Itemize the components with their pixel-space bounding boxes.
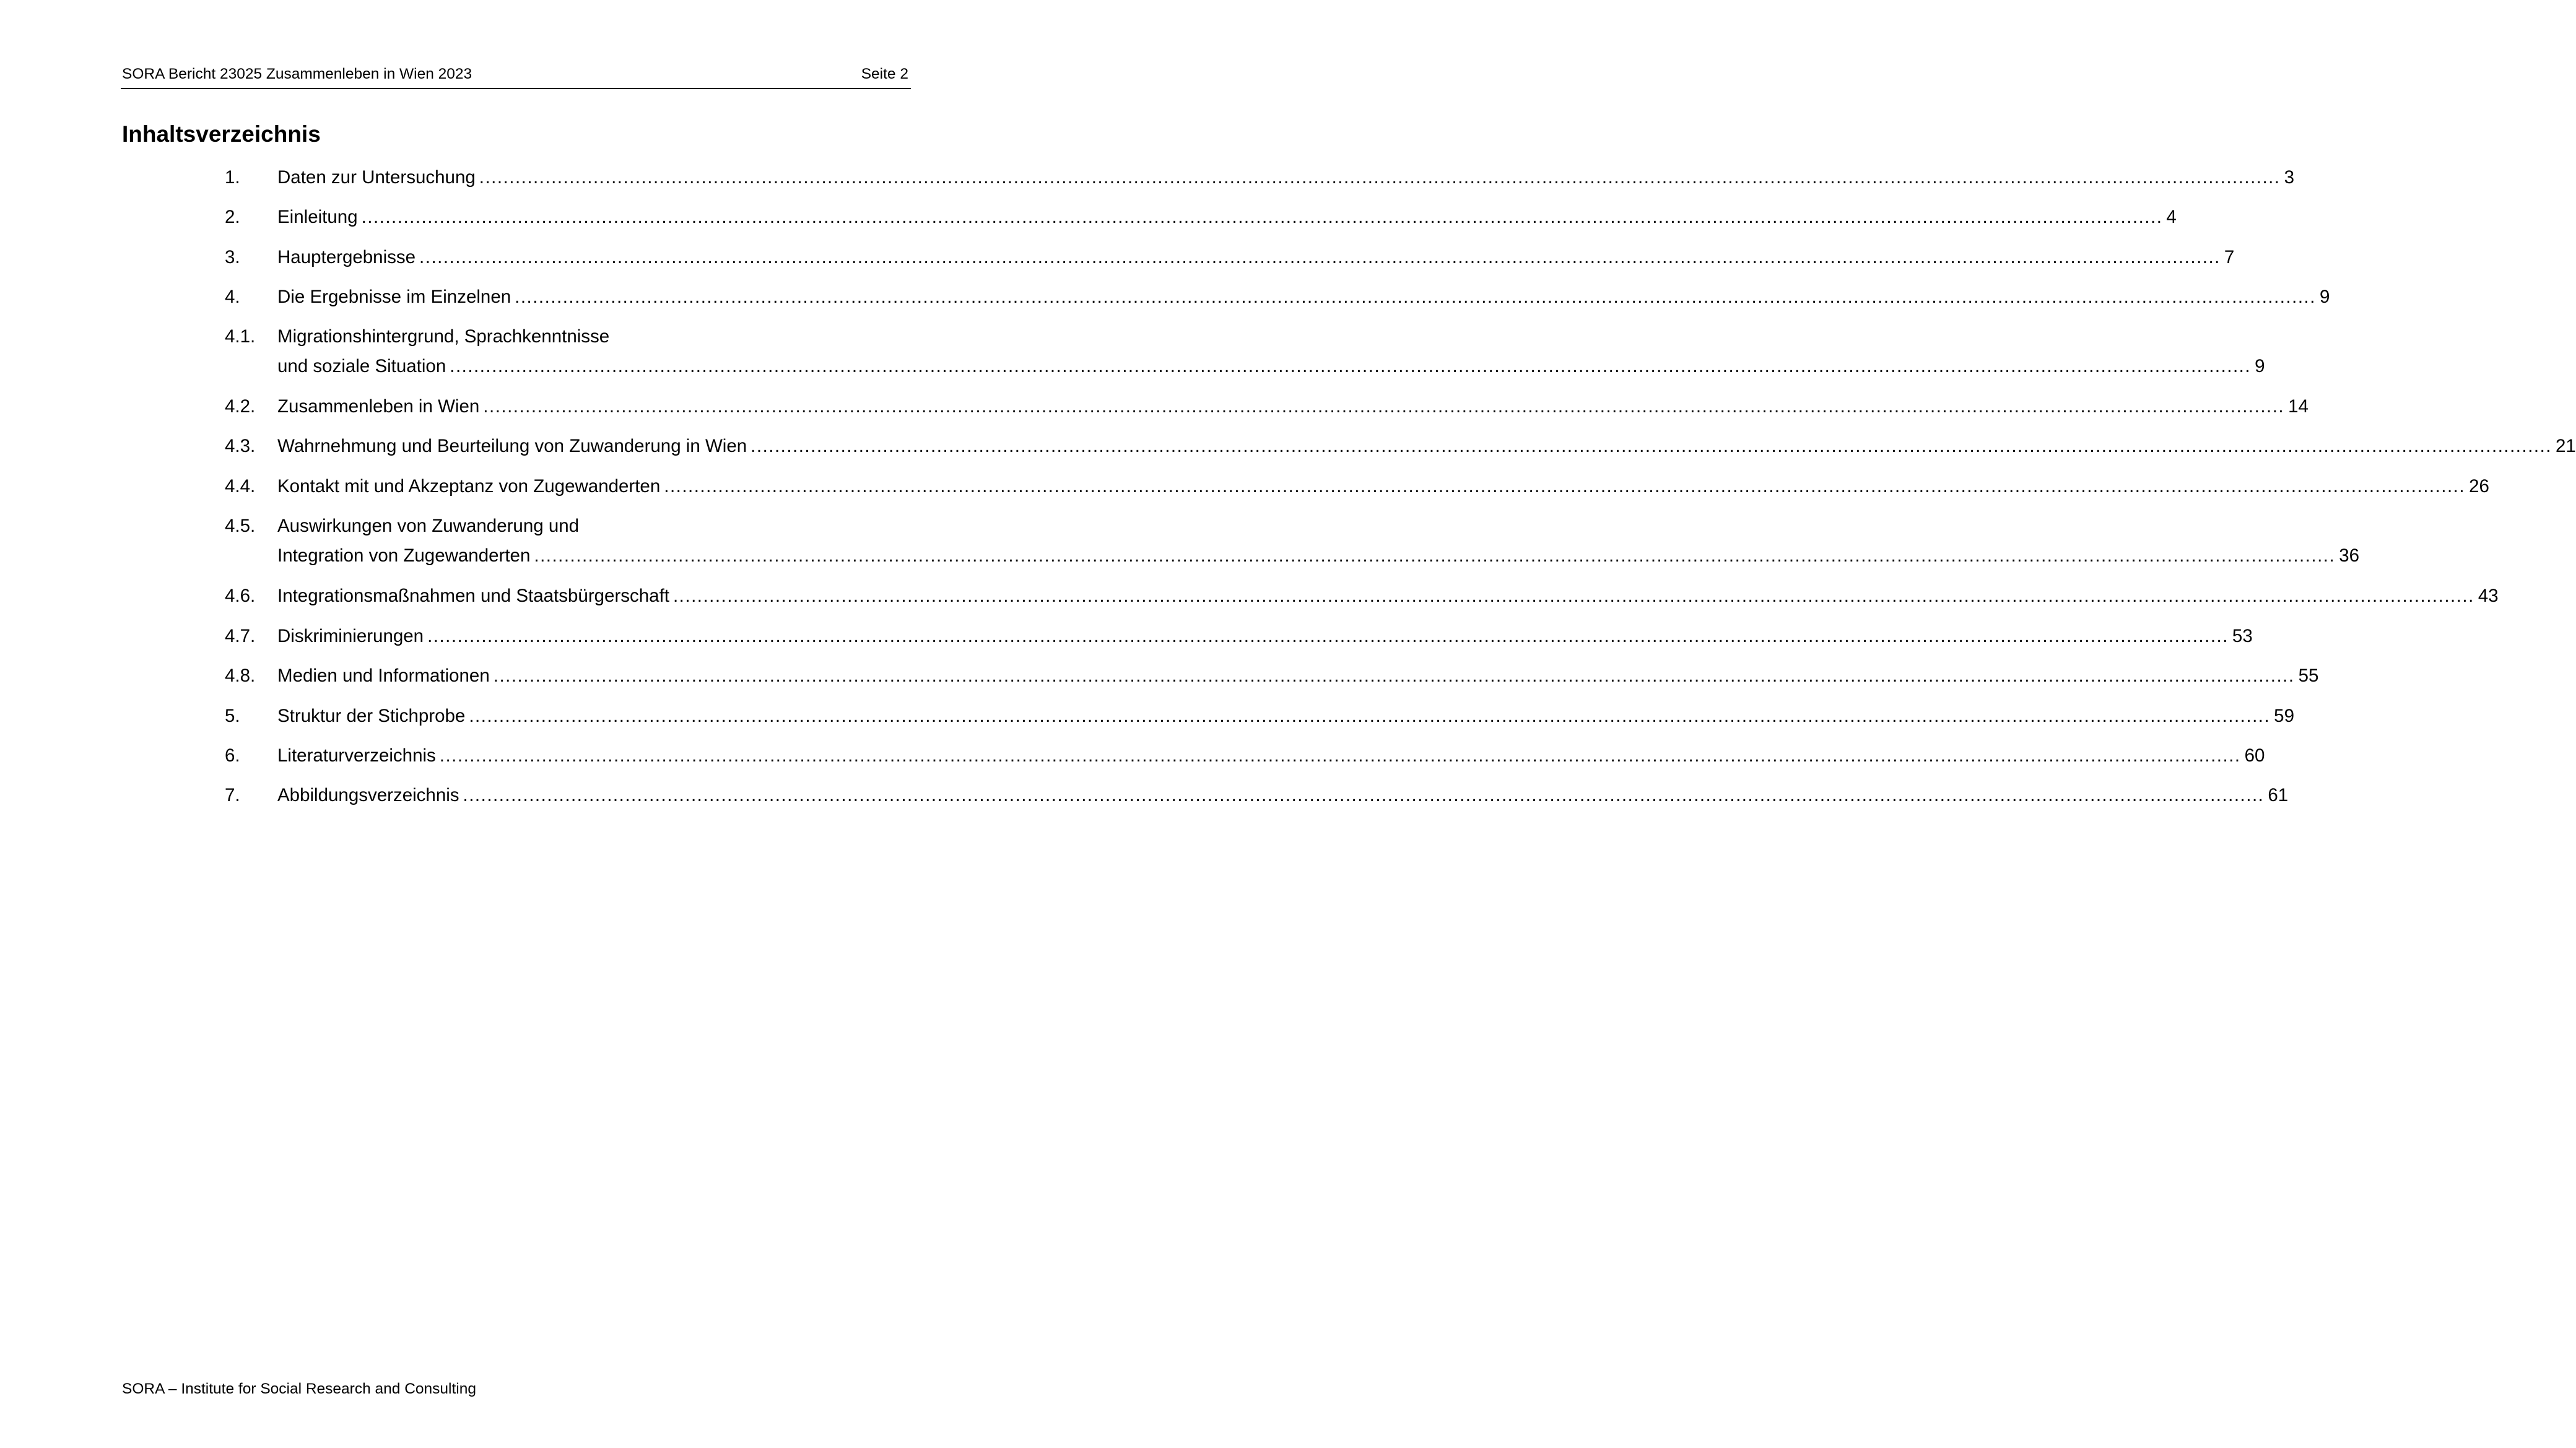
toc-entry[interactable]	[225, 326, 2265, 381]
dot-leader: ............................................................................................................................................................................................................................................................................................................	[450, 356, 2252, 376]
toc-entry-title: Daten zur Untersuchung	[277, 167, 476, 188]
dot-leader: ............................................................................................................................................................................................................................................................................................................	[439, 745, 2241, 766]
toc-entry[interactable]	[225, 586, 2499, 610]
toc-entry-title: Hauptergebnisse	[277, 247, 416, 267]
toc-entry-title: Medien und Informationen	[277, 665, 490, 686]
toc-entry-page: 53	[2232, 626, 2253, 646]
toc-entry-title: Kontakt mit und Akzeptanz von Zugewanderten	[277, 476, 661, 496]
toc-entry[interactable]	[225, 516, 2360, 570]
toc-entry-number: 4.3.	[225, 436, 256, 456]
toc-entry-page: 3	[2284, 167, 2295, 188]
toc-entry-title: Struktur der Stichprobe	[277, 706, 466, 726]
dot-leader: ............................................................................................................................................................................................................................................................................................................	[493, 665, 2295, 686]
toc-entry-page: 36	[2339, 545, 2360, 566]
toc-entry-page: 14	[2288, 396, 2308, 417]
toc-entry-title: Einleitung	[277, 207, 358, 227]
report-title: SORA Bericht 23025 Zusammenleben in Wien 2023	[122, 66, 472, 82]
toc-entry[interactable]	[225, 436, 2576, 461]
toc-entry-number: 3.	[225, 247, 240, 267]
toc-entry[interactable]	[225, 287, 2330, 311]
toc-entry-title: Die Ergebnisse im Einzelnen	[277, 287, 511, 307]
toc-entry-title-line1: Auswirkungen von Zuwanderung und	[277, 516, 580, 536]
toc-entry-number: 5.	[225, 706, 240, 726]
toc-entry-page: 59	[2274, 706, 2294, 726]
toc-entry-number: 4.4.	[225, 476, 256, 496]
dot-leader: ............................................................................................................................................................................................................................................................................................................	[419, 247, 2221, 267]
dot-leader: ............................................................................................................................................................................................................................................................................................................	[664, 476, 2466, 496]
dot-leader: ............................................................................................................................................................................................................................................................................................................	[479, 167, 2281, 188]
toc-entry-page: 7	[2224, 247, 2235, 267]
toc-entry-title: und soziale Situation	[277, 356, 446, 376]
toc-entry-page: 9	[2319, 287, 2330, 307]
toc-entry[interactable]	[225, 626, 2253, 651]
dot-leader: ............................................................................................................................................................................................................................................................................................................	[515, 287, 2316, 307]
toc-entry-title: Abbildungsverzeichnis	[277, 785, 459, 805]
toc-entry-title-line1: Migrationshintergrund, Sprachkenntnisse	[277, 326, 610, 347]
toc-entry-title: Zusammenleben in Wien	[277, 396, 480, 417]
toc-heading: Inhaltsverzeichnis	[122, 121, 321, 147]
toc-entry-page: 9	[2255, 356, 2265, 376]
toc-entry-number: 4.2.	[225, 396, 256, 417]
toc-entry-title: Diskriminierungen	[277, 626, 424, 646]
toc-entry-page: 21	[2556, 436, 2576, 456]
toc-entry-number: 6.	[225, 745, 240, 766]
toc-entry[interactable]	[225, 247, 2235, 272]
toc-entry-number: 4.5.	[225, 516, 256, 536]
toc-entry-page: 55	[2298, 665, 2319, 686]
toc-entry-number: 4.8.	[225, 665, 256, 686]
toc-entry[interactable]	[225, 207, 2177, 232]
toc-entry[interactable]	[225, 167, 2295, 192]
toc-entry-number: 2.	[225, 207, 240, 227]
toc-entry-title: Wahrnehmung und Beurteilung von Zuwanderung in Wien	[277, 436, 747, 456]
toc-entry-page: 43	[2478, 586, 2499, 606]
toc-entry-page: 26	[2469, 476, 2489, 496]
dot-leader: ............................................................................................................................................................................................................................................................................................................	[534, 545, 2336, 566]
toc-entry-title: Integration von Zugewanderten	[277, 545, 531, 566]
toc-entry-page: 61	[2268, 785, 2289, 805]
dot-leader: ............................................................................................................................................................................................................................................................................................................	[672, 586, 2474, 606]
page-footer: SORA – Institute for Social Research and Consulting	[122, 1381, 476, 1397]
toc-entry[interactable]	[225, 745, 2265, 770]
dot-leader: ............................................................................................................................................................................................................................................................................................................	[469, 706, 2271, 726]
dot-leader: ............................................................................................................................................................................................................................................................................................................	[751, 436, 2552, 456]
toc-entry-number: 1.	[225, 167, 240, 188]
page-header	[121, 63, 911, 89]
toc-entry-number: 4.1.	[225, 326, 256, 347]
toc-entry[interactable]	[225, 476, 2489, 501]
toc-entry-title: Integrationsmaßnahmen und Staatsbürgerschaft	[277, 586, 669, 606]
toc-entry[interactable]	[225, 396, 2308, 421]
page-number: Seite 2	[861, 66, 908, 82]
toc-entry[interactable]	[225, 706, 2294, 731]
dot-leader: ............................................................................................................................................................................................................................................................................................................	[361, 207, 2163, 227]
toc-entry-number: 7.	[225, 785, 240, 805]
toc-entry[interactable]	[225, 785, 2289, 810]
dot-leader: ............................................................................................................................................................................................................................................................................................................	[427, 626, 2229, 646]
toc-entry[interactable]	[225, 665, 2319, 690]
toc-entry-page: 4	[2166, 207, 2177, 227]
toc-entry-number: 4.6.	[225, 586, 256, 606]
toc-entry-page: 60	[2244, 745, 2265, 766]
dot-leader: ............................................................................................................................................................................................................................................................................................................	[463, 785, 2265, 805]
toc-entry-number: 4.7.	[225, 626, 256, 646]
dot-leader: ............................................................................................................................................................................................................................................................................................................	[483, 396, 2285, 417]
toc-entry-title: Literaturverzeichnis	[277, 745, 436, 766]
toc-entry-number: 4.	[225, 287, 240, 307]
